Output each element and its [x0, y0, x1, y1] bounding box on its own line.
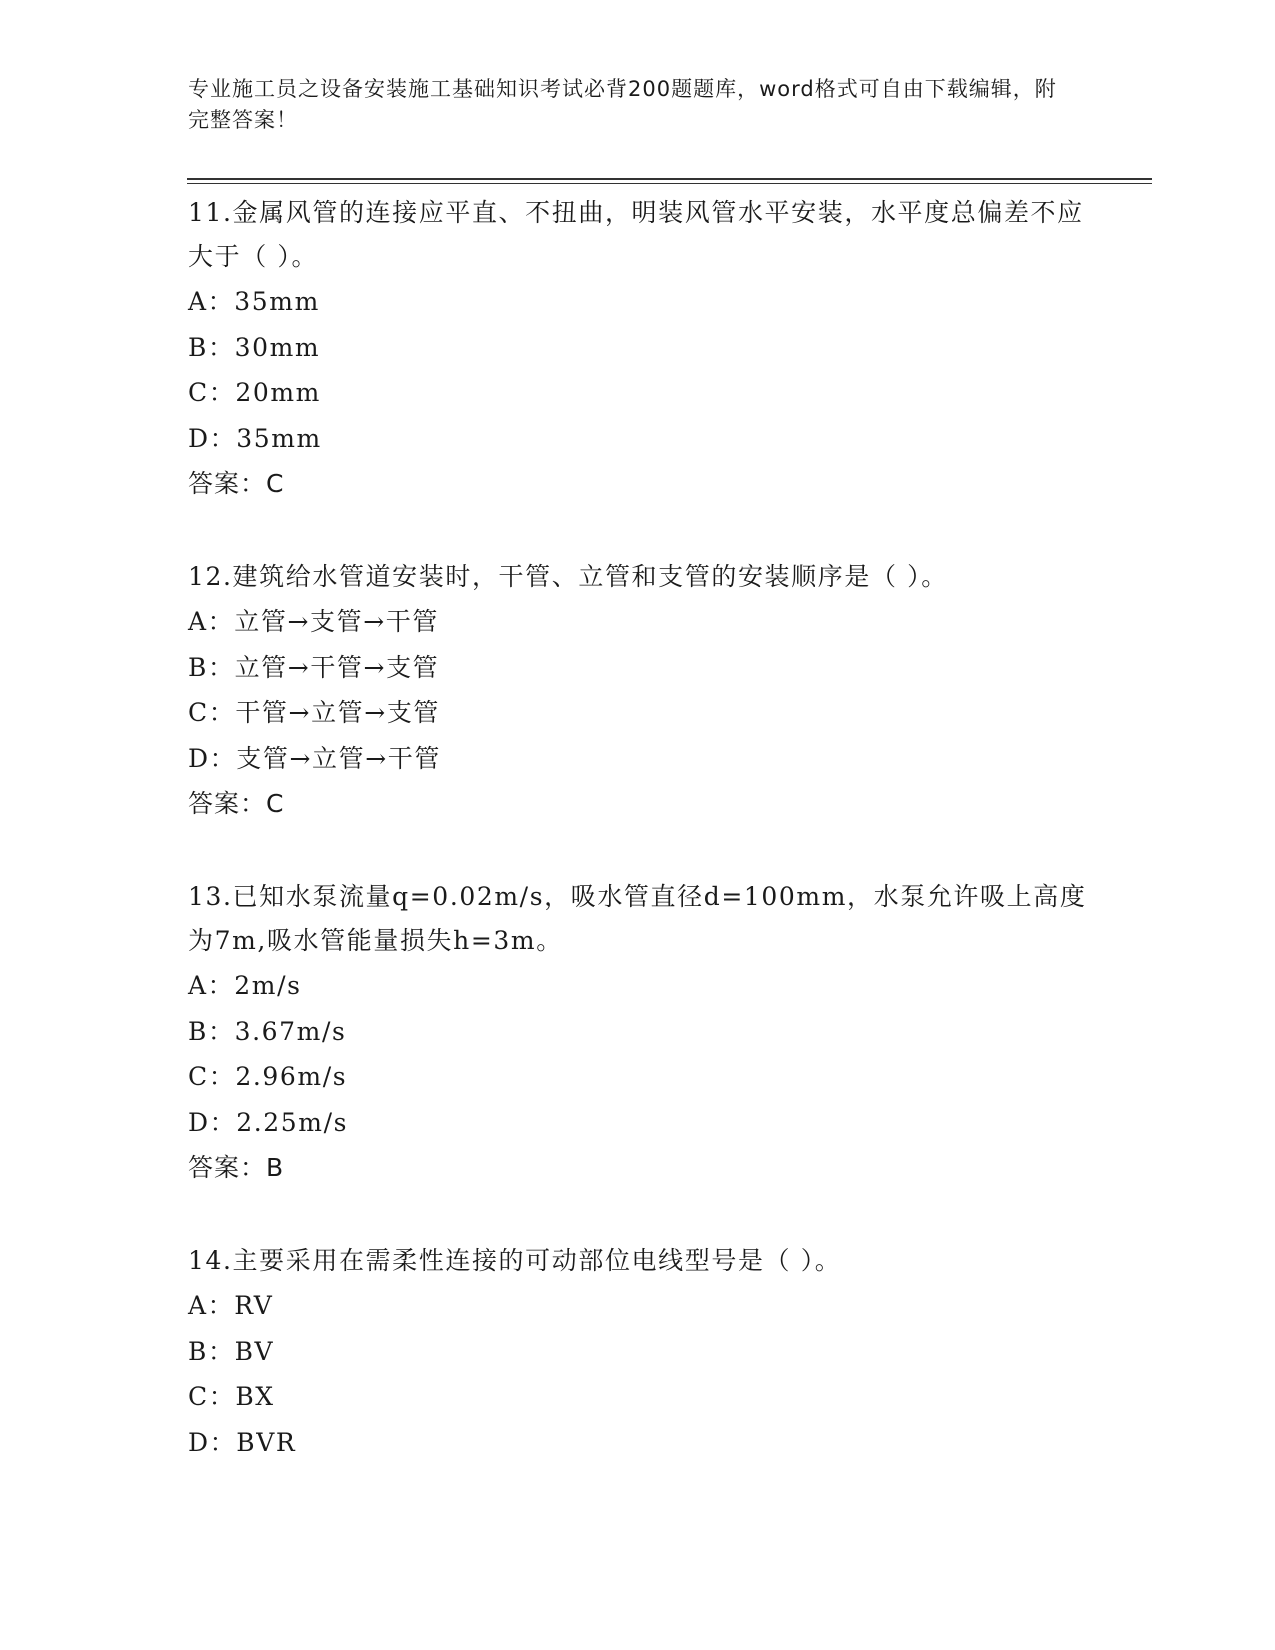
- option-b: B：3.67m/s: [188, 1016, 347, 1046]
- header-divider-thin: [187, 183, 1152, 184]
- option-d: D：35mm: [188, 423, 322, 453]
- question-stem: 13.已知水泵流量q=0.02m/s，吸水管直径d=100mm，水泵允许吸上高度为7m,吸水管能量损失h=3m。: [188, 882, 1087, 955]
- option-a: A：RV: [188, 1291, 274, 1320]
- header-divider-thick: [187, 178, 1152, 180]
- document-header: 专业施工员之设备安装施工基础知识考试必背200题题库，word格式可自由下载编辑，附完整答案！: [188, 77, 1057, 132]
- option-a: A：2m/s: [188, 971, 302, 1000]
- option-c: C：2.96m/s: [188, 1062, 348, 1091]
- question-list: [188, 191, 1088, 1513]
- option-d: D：BVR: [188, 1427, 297, 1457]
- answer-line: 答案：C: [188, 789, 285, 818]
- question-14: [188, 1239, 1088, 1465]
- answer-line: 答案：C: [188, 469, 285, 498]
- option-a: A：35mm: [188, 287, 320, 316]
- question-11: [188, 191, 1088, 507]
- option-c: C：BX: [188, 1382, 275, 1411]
- option-b: B：BV: [188, 1336, 275, 1366]
- option-a: A：立管→支管→干管: [188, 607, 439, 636]
- question-stem: 14.主要采用在需柔性连接的可动部位电线型号是（ ）。: [188, 1246, 842, 1275]
- option-c: C：20mm: [188, 378, 321, 407]
- option-d: D：支管→立管→干管: [188, 743, 441, 773]
- question-12: [188, 555, 1088, 827]
- question-stem: 11.金属风管的连接应平直、不扭曲，明装风管水平安装，水平度总偏差不应大于（ ）。: [188, 198, 1084, 271]
- option-b: B：立管→干管→支管: [188, 652, 440, 682]
- question-13: [188, 875, 1088, 1191]
- option-b: B：30mm: [188, 332, 321, 362]
- answer-line: 答案：B: [188, 1153, 285, 1182]
- question-stem: 12.建筑给水管道安装时，干管、立管和支管的安装顺序是（ ）。: [188, 562, 948, 591]
- option-c: C：干管→立管→支管: [188, 698, 441, 727]
- option-d: D：2.25m/s: [188, 1107, 349, 1137]
